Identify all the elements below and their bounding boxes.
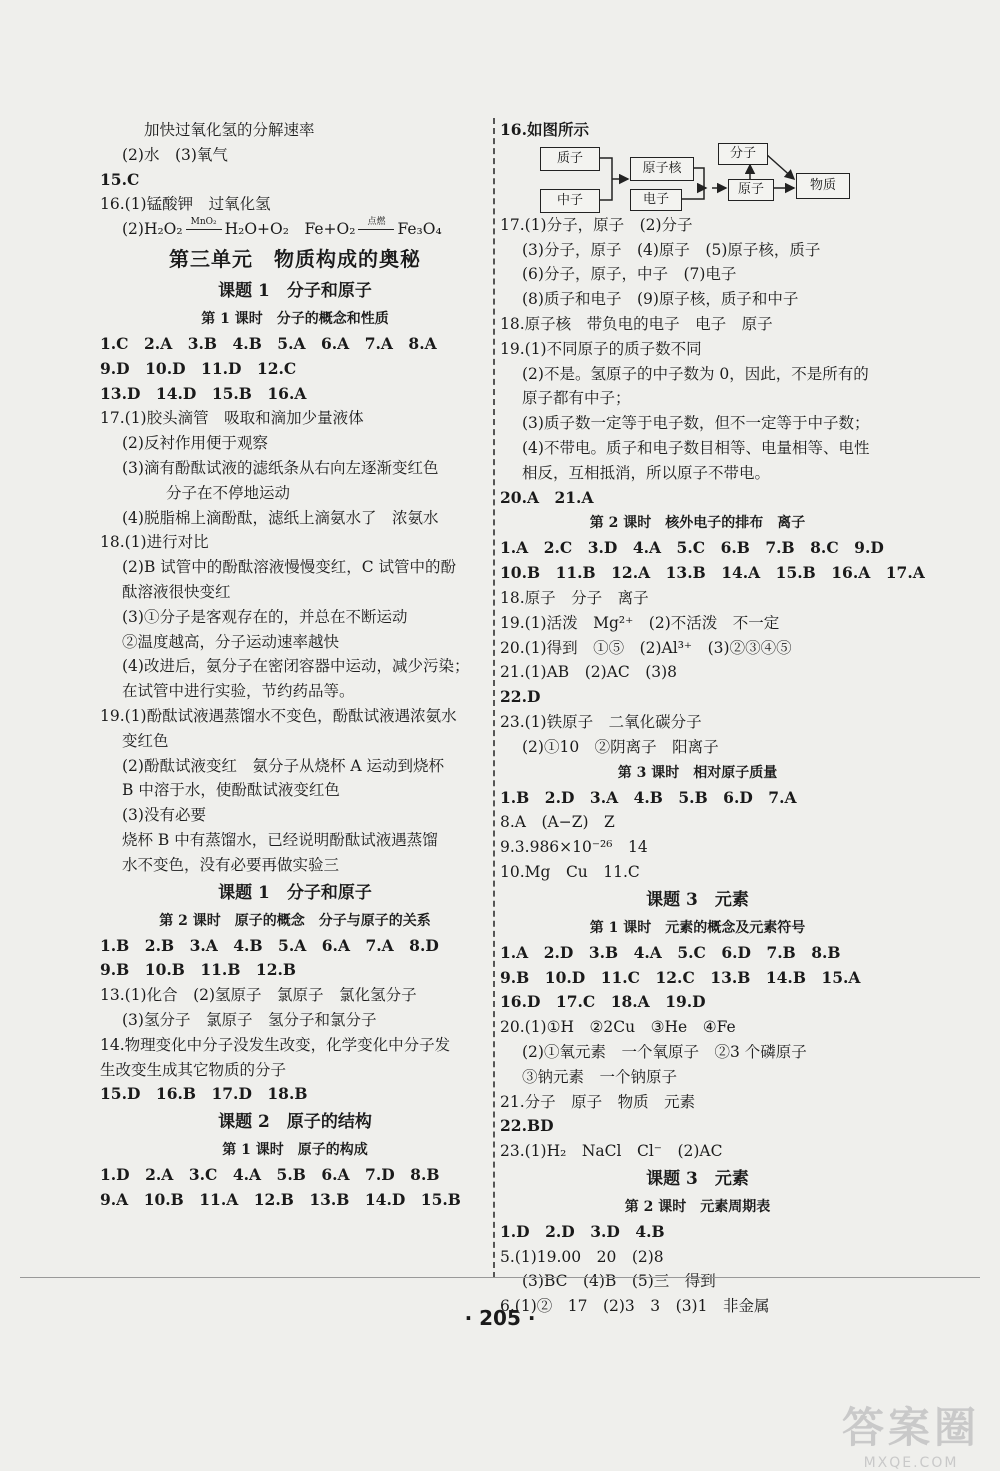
answer-line: (3)没有必要	[122, 806, 206, 825]
molecule-box: 分子	[718, 143, 768, 165]
answer-line: 在试管中进行实验，节约药品等。	[122, 682, 355, 701]
answer-line: 19.(1)酚酞试液遇蒸馏水不变色，酚酞试液遇浓氨水	[100, 706, 457, 725]
answer-line: 9.3.986×10⁻²⁶ 14	[500, 838, 648, 857]
answer-line: (2)①10 ②阴离子 阳离子	[522, 737, 719, 756]
neutron-box: 中子	[540, 189, 600, 213]
atom-structure-diagram	[500, 143, 895, 213]
footer-rule	[20, 1277, 980, 1278]
reaction-arrow	[186, 217, 222, 230]
answer-line: 生改变生成其它物质的分子	[100, 1060, 287, 1079]
answer-line: 5.(1)19.00 20 (2)8	[500, 1247, 664, 1266]
watermark-logo: 答案圈	[841, 1403, 980, 1452]
answer-line: (3)BC (4)B (5)三 得到	[522, 1272, 716, 1291]
answer-line: (8)质子和电子 (9)原子核，质子和中子	[522, 290, 799, 309]
answer-line: 15.D 16.B 17.D 18.B	[100, 1084, 308, 1104]
answer-line: (4)改进后，氨分子在密闭容器中运动，减少污染；	[122, 657, 470, 676]
equation-part: (2)H₂O₂	[122, 220, 183, 239]
page-number: · 205 ·	[464, 1306, 536, 1330]
lesson-heading: 第 1 课时 原子的构成	[222, 1142, 368, 1159]
lesson-heading: 第 2 课时 原子的概念 分子与原子的关系	[159, 912, 431, 929]
equation-part: Fe₃O₄	[397, 220, 442, 239]
answer-line: 加快过氧化氢的分解速率	[144, 121, 315, 139]
lesson-heading: 第 1 课时 元素的概念及元素符号	[589, 919, 806, 936]
answer-line: (2)酚酞试液变红 氨分子从烧杯 A 运动到烧杯	[122, 756, 445, 775]
answer-line: 16.(1)锰酸钾 过氧化氢	[100, 195, 271, 214]
answer-line: (2)水 (3)氧气	[122, 145, 228, 164]
answer-line: 15.C	[100, 169, 140, 189]
answer-line: (3)质子数一定等于电子数，但不一定等于中子数；	[522, 414, 870, 433]
answer-line: ②温度越高，分子运动速率越快	[122, 632, 340, 651]
answer-line: 1.D 2.A 3.C 4.A 5.B 6.A 7.D 8.B	[100, 1165, 440, 1185]
answer-line: 22.BD	[500, 1116, 554, 1136]
answer-line: 相反，互相抵消，所以原子不带电。	[522, 463, 771, 482]
topic-heading: 课题 2 原子的结构	[218, 1112, 372, 1133]
answer-line: 分子在不停地运动	[166, 483, 291, 502]
answer-line: (4)不带电。质子和电子数目相等、电量相等、电性	[522, 438, 870, 457]
proton-box: 质子	[540, 147, 600, 171]
answer-line: (2)B 试管中的酚酞溶液慢慢变红，C 试管中的酚	[122, 558, 457, 577]
answer-line: 9.D 10.D 11.D 12.C	[100, 358, 297, 378]
answer-line: 20.(1)①H ②2Cu ③He ④Fe	[500, 1018, 736, 1037]
answer-line: 18.原子核 带负电的电子 电子 原子	[500, 314, 773, 333]
answer-line: (2)不是。氢原子的中子数为 0，因此，不是所有的	[522, 364, 869, 383]
answer-line: 14.物理变化中分子没发生改变，化学变化中分子发	[100, 1035, 451, 1054]
answer-line: 20.A 21.A	[500, 487, 594, 507]
answer-line: (3)氢分子 氯原子 氢分子和氯分子	[122, 1010, 377, 1029]
answer-line: (3)①分子是客观存在的，并总在不断运动	[122, 607, 408, 626]
equation-part: H₂O+O₂ Fe+O₂	[224, 220, 356, 239]
left-column	[100, 118, 490, 1213]
column-divider	[493, 118, 495, 1278]
substance-box: 物质	[796, 173, 850, 199]
right-column	[500, 118, 925, 1319]
answer-line: (2)①氧元素 一个氧原子 ②3 个磷原子	[522, 1042, 807, 1061]
answer-line: 9.B 10.D 11.C 12.C 13.B 14.B 15.A	[500, 967, 861, 987]
answer-line: 19.(1)不同原子的质子数不同	[500, 339, 702, 358]
right-answers	[500, 213, 925, 1319]
answer-line: (3)滴有酚酞试液的滤纸条从右向左逐渐变红色	[122, 458, 439, 477]
topic-heading: 课题 1 分子和原子	[218, 280, 372, 301]
answer-line: 21.(1)AB (2)AC (3)8	[500, 663, 678, 682]
answer-line: ③钠元素 一个钠原子	[522, 1067, 678, 1086]
unit-heading: 第三单元 物质构成的奥秘	[169, 246, 421, 271]
answer-line: 18.(1)进行对比	[100, 533, 209, 552]
answer-line: 18.原子 分子 离子	[500, 588, 649, 607]
topic-heading: 课题 3 元素	[646, 889, 749, 910]
lesson-heading: 第 2 课时 核外电子的排布 离子	[589, 515, 806, 532]
answer-line: 水不变色，没有必要再做实验三	[122, 855, 340, 874]
answer-line: 10.B 11.B 12.A 13.B 14.A 15.B 16.A 17.A	[500, 563, 925, 583]
answer-line: 1.A 2.D 3.B 4.A 5.C 6.D 7.B 8.B	[500, 942, 841, 962]
answer-line: 16.D 17.C 18.A 19.D	[500, 992, 706, 1012]
electron-box: 电子	[630, 189, 682, 211]
answer-line: 9.A 10.B 11.A 12.B 13.B 14.D 15.B	[100, 1189, 461, 1209]
lesson-heading: 第 2 课时 元素周期表	[624, 1198, 771, 1215]
answer-line: 6.(1)② 17 (2)3 3 (3)1 非金属	[500, 1297, 770, 1316]
answer-line: 9.B 10.B 11.B 12.B	[100, 960, 296, 980]
answer-line: 23.(1)H₂ NaCl Cl⁻ (2)AC	[500, 1142, 723, 1161]
answer-line: 1.D 2.D 3.D 4.B	[500, 1221, 665, 1241]
diagram-question: 16.如图所示	[500, 120, 589, 139]
answer-line: 1.A 2.C 3.D 4.A 5.C 6.B 7.B 8.C 9.D	[500, 538, 884, 558]
reaction-condition: MnO₂	[190, 217, 217, 228]
lesson-heading: 第 1 课时 分子的概念和性质	[201, 310, 389, 327]
answer-line: B 中溶于水，使酚酞试液变红色	[122, 781, 340, 800]
answer-line: 23.(1)铁原子 二氧化碳分子	[500, 712, 702, 731]
lesson-heading: 第 3 课时 相对原子质量	[617, 764, 778, 781]
answer-line: 1.B 2.B 3.A 4.B 5.A 6.A 7.A 8.D	[100, 935, 439, 955]
answer-line: 8.A (A−Z) Z	[500, 813, 615, 832]
topic-heading: 课题 3 元素	[646, 1168, 749, 1189]
answer-line: 22.D	[500, 687, 541, 707]
answer-line: (6)分子，原子，中子 (7)电子	[522, 265, 737, 284]
answer-line: 原子都有中子；	[522, 389, 631, 408]
answer-line: 17.(1)分子，原子 (2)分子	[500, 215, 693, 234]
answer-line: 20.(1)得到 ①⑤ (2)Al³⁺ (3)②③④⑤	[500, 638, 792, 657]
answer-line: (2)反衬作用便于观察	[122, 434, 268, 453]
reaction-arrow	[358, 217, 394, 230]
answer-line: 变红色	[122, 731, 169, 750]
answer-line: (3)分子，原子 (4)原子 (5)原子核，质子	[522, 240, 821, 259]
answer-line: 10.Mg Cu 11.C	[500, 862, 640, 881]
equation-line	[100, 217, 490, 242]
answer-line: (4)脱脂棉上滴酚酞，滤纸上滴氨水了 浓氨水	[122, 508, 439, 527]
answer-line: 19.(1)活泼 Mg²⁺ (2)不活泼 不一定	[500, 613, 780, 632]
watermark	[842, 1395, 980, 1471]
atom-box: 原子	[728, 179, 774, 201]
answer-line: 17.(1)胶头滴管 吸取和滴加少量液体	[100, 409, 364, 428]
answer-line: 酞溶液很快变红	[122, 582, 231, 601]
topic-heading: 课题 1 分子和原子	[218, 882, 372, 903]
answer-line: 21.分子 原子 物质 元素	[500, 1092, 696, 1111]
arrow-line	[358, 229, 394, 230]
answer-line: 1.B 2.D 3.A 4.B 5.B 6.D 7.A	[500, 787, 797, 807]
answer-line: 烧杯 B 中有蒸馏水，已经说明酚酞试液遇蒸馏	[122, 830, 438, 849]
answer-line: 13.(1)化合 (2)氢原子 氯原子 氯化氢分子	[100, 986, 417, 1005]
answer-line: 13.D 14.D 15.B 16.A	[100, 383, 307, 403]
reaction-condition: 点燃	[367, 217, 386, 228]
arrow-line	[186, 229, 222, 230]
watermark-url: MXQE.COM	[863, 1455, 959, 1471]
nucleus-box: 原子核	[630, 157, 694, 181]
answer-line: 1.C 2.A 3.B 4.B 5.A 6.A 7.A 8.A	[100, 333, 437, 353]
